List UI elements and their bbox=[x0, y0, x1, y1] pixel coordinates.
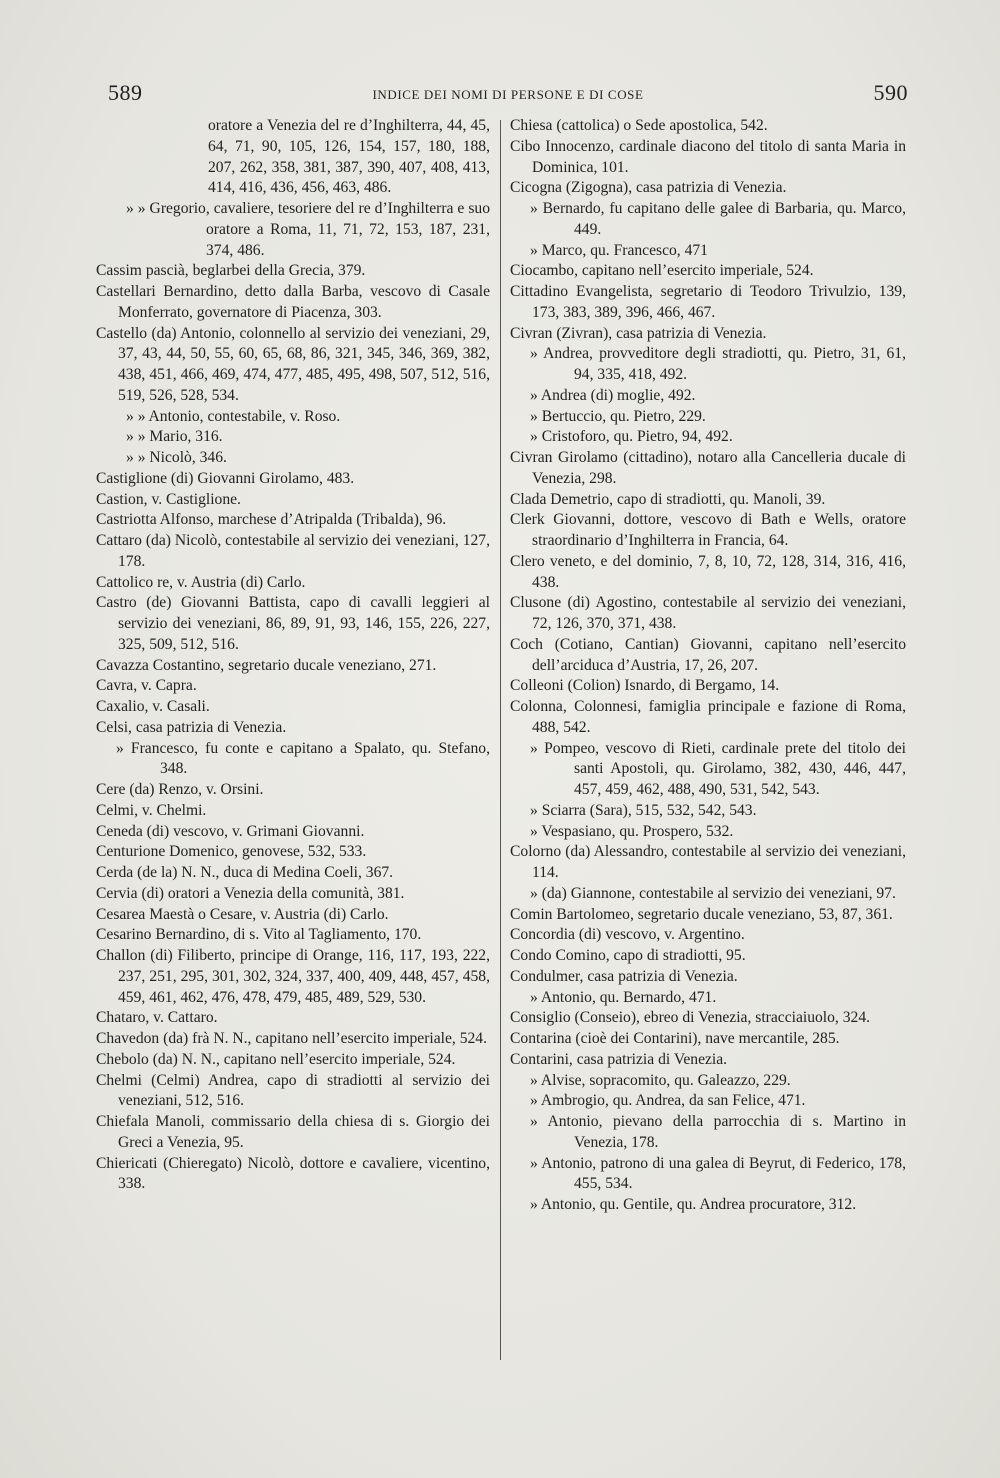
index-entry: Chiesa (cattolica) o Sede apostolica, 542. bbox=[510, 117, 768, 134]
index-entry: » Pompeo, vescovo di Rieti, cardinale prete del titolo dei santi Apostoli, qu. Girolamo, 382, 430, 446, 447, 457, 459, 462, 488, 490, 531, 542, 543. bbox=[530, 739, 906, 798]
index-entry: Cerda (de la) N. N., duca di Medina Coeli, 367. bbox=[96, 864, 394, 881]
index-entry: Ceneda (di) vescovo, v. Grimani Giovanni. bbox=[96, 822, 365, 840]
page-header bbox=[108, 80, 908, 110]
right-column bbox=[510, 116, 906, 1216]
index-entry: Cattaro (da) Nicolò, contestabile al servizio dei veneziani, 127, 178. bbox=[96, 532, 490, 570]
index-entry: Cassim pascià, beglarbei della Grecia, 379. bbox=[96, 262, 366, 280]
index-entry: Coch (Cotiano, Cantian) Giovanni, capitano nell’esercito dell’arciduca d’Austria, 17, 26, 207. bbox=[510, 635, 906, 674]
index-entry: » Antonio, pievano della parrocchia di s. Martino in Venezia, 178. bbox=[530, 1113, 906, 1151]
index-entry: Civran (Zivran), casa patrizia di Venezia. bbox=[510, 324, 767, 342]
index-entry: Ciocambo, capitano nell’esercito imperiale, 524. bbox=[510, 262, 814, 280]
index-entry: » Antonio, patrono di una galea di Beyrut, di Federico, 178, 455, 534. bbox=[530, 1154, 906, 1193]
index-entry: » Marco, qu. Francesco, 471 bbox=[530, 241, 708, 259]
right-page-number: 590 bbox=[873, 80, 908, 105]
index-entry: Comin Bartolomeo, segretario ducale veneziano, 53, 87, 361. bbox=[510, 905, 893, 923]
index-entry: Chebolo (da) N. N., capitano nell’esercito imperiale, 524. bbox=[96, 1050, 456, 1068]
index-entry: Chiefala Manoli, commissario della chiesa di s. Giorgio dei Greci a Venezia, 95. bbox=[96, 1113, 490, 1151]
index-entry: Cervia (di) oratori a Venezia della comunità, 381. bbox=[96, 884, 405, 902]
index-entry: Clada Demetrio, capo di stradiotti, qu. Manoli, 39. bbox=[510, 490, 826, 508]
index-entry: Caxalio, v. Casali. bbox=[96, 698, 210, 715]
index-entry: Chiericati (Chieregato) Nicolò, dottore e cavaliere, vicentino, 338. bbox=[96, 1154, 490, 1193]
index-entry: » (da) Giannone, contestabile al servizio dei veneziani, 97. bbox=[530, 884, 896, 902]
index-entry: Cavra, v. Capra. bbox=[96, 677, 197, 695]
index-entry: » Bertuccio, qu. Pietro, 229. bbox=[530, 407, 706, 425]
index-entry: » » Gregorio, cavaliere, tesoriere del re d’Inghilterra e suo oratore a Roma, 11, 71, 72, 153, 187, 231, 374, 486. bbox=[126, 200, 490, 259]
index-entry: Clerk Giovanni, dottore, vescovo di Bath e Wells, oratore straordinario d’Inghilterra in Francia, 64. bbox=[510, 511, 906, 549]
index-entry: » Antonio, qu. Bernardo, 471. bbox=[530, 988, 717, 1006]
index-entry: Colonna, Colonnesi, famiglia principale e fazione di Roma, 488, 542. bbox=[510, 698, 906, 736]
index-entry: Chataro, v. Cattaro. bbox=[96, 1009, 218, 1027]
index-entry: » Antonio, qu. Gentile, qu. Andrea procuratore, 312. bbox=[530, 1196, 857, 1213]
index-entry: Concordia (di) vescovo, v. Argentino. bbox=[510, 926, 745, 944]
index-entry: Castello (da) Antonio, colonnello al servizio dei veneziani, 29, 37, 43, 44, 50, 55, 60, 65, 68, 86, 321, 345, 346, 369, 382, 438, 451, 466, 469, 474, 477, 485, 495, 498, 507, 512, 516, 519, 526, 528, 534. bbox=[96, 324, 490, 404]
index-entry: Cittadino Evangelista, segretario di Teodoro Trivulzio, 139, 173, 383, 389, 396, 466, 467. bbox=[510, 283, 906, 321]
index-entry: oratore a Venezia del re d’Inghilterra, 44, 45, 64, 71, 90, 105, 126, 154, 157, 180, 188, 207, 262, 358, 381, 387, 390, 407, 408, 413, 414, 416, 436, 456, 463, 486. bbox=[208, 117, 490, 197]
index-entry: » Vespasiano, qu. Prospero, 532. bbox=[530, 822, 734, 840]
index-entry: Castiglione (di) Giovanni Girolamo, 483. bbox=[96, 469, 355, 487]
index-entry: » Andrea, provveditore degli stradiotti, qu. Pietro, 31, 61, 94, 335, 418, 492. bbox=[530, 345, 906, 383]
index-entry: Cesarino Bernardino, di s. Vito al Tagliamento, 170. bbox=[96, 926, 422, 944]
index-entry: Castriotta Alfonso, marchese d’Atripalda (Tribalda), 96. bbox=[96, 511, 447, 529]
index-entry: Castellari Bernardino, detto dalla Barba, vescovo di Casale Monferrato, governatore di Piacenza, 303. bbox=[96, 283, 490, 321]
left-column bbox=[96, 116, 490, 1195]
index-entry: » Cristoforo, qu. Pietro, 94, 492. bbox=[530, 428, 733, 446]
index-entry: Contarini, casa patrizia di Venezia. bbox=[510, 1050, 728, 1068]
running-title: INDICE DEI NOMI DI PERSONE E DI COSE bbox=[372, 87, 644, 102]
index-entry: Colorno (da) Alessandro, contestabile al servizio dei veneziani, 114. bbox=[510, 843, 906, 881]
index-entry: Condo Comino, capo di stradiotti, 95. bbox=[510, 947, 746, 964]
index-entry: Cesarea Maestà o Cesare, v. Austria (di) Carlo. bbox=[96, 905, 389, 923]
index-entry: Condulmer, casa patrizia di Venezia. bbox=[510, 967, 738, 985]
index-entry: Chavedon (da) frà N. N., capitano nell’esercito imperiale, 524. bbox=[96, 1030, 487, 1047]
column-divider bbox=[500, 120, 501, 1360]
index-entry: Centurione Domenico, genovese, 532, 533. bbox=[96, 843, 367, 861]
left-page-number: 589 bbox=[108, 80, 143, 105]
index-entry: » » Nicolò, 346. bbox=[126, 449, 227, 466]
index-entry: Chelmi (Celmi) Andrea, capo di stradiotti al servizio dei veneziani, 512, 516. bbox=[96, 1071, 490, 1110]
index-entry: Clusone (di) Agostino, contestabile al servizio dei veneziani, 72, 126, 370, 371, 438. bbox=[510, 594, 906, 632]
index-entry: Cibo Innocenzo, cardinale diacono del titolo di santa Maria in Dominica, 101. bbox=[510, 137, 906, 176]
index-entry: Challon (di) Filiberto, principe di Orange, 116, 117, 193, 222, 237, 251, 295, 301, 302, 324, 337, 400, 409, 448, 457, 458, 459, 461, 462, 476, 478, 479, 485, 489, 529, 530. bbox=[96, 947, 490, 1006]
index-entry: Celmi, v. Chelmi. bbox=[96, 801, 207, 819]
index-entry: Consiglio (Conseio), ebreo di Venezia, stracciaiuolo, 324. bbox=[510, 1009, 871, 1027]
index-entry: Castro (de) Giovanni Battista, capo di cavalli leggieri al servizio dei veneziani, 86, 89, 91, 93, 146, 155, 226, 227, 325, 509, 512, 516. bbox=[96, 594, 490, 653]
index-entry: » Alvise, sopracomito, qu. Galeazzo, 229. bbox=[530, 1071, 791, 1089]
index-entry: Contarina (cioè dei Contarini), nave mercantile, 285. bbox=[510, 1030, 840, 1047]
index-entry: Cattolico re, v. Austria (di) Carlo. bbox=[96, 573, 306, 591]
index-entry: » Francesco, fu conte e capitano a Spalato, qu. Stefano, 348. bbox=[116, 739, 490, 778]
index-entry: Colleoni (Colion) Isnardo, di Bergamo, 14. bbox=[510, 677, 780, 695]
index-entry: Celsi, casa patrizia di Venezia. bbox=[96, 718, 287, 736]
index-entry: Cere (da) Renzo, v. Orsini. bbox=[96, 781, 264, 798]
index-entry: » Andrea (di) moglie, 492. bbox=[530, 386, 696, 404]
index-entry: Clero veneto, e del dominio, 7, 8, 10, 72, 128, 314, 316, 416, 438. bbox=[510, 552, 906, 591]
index-entry: » Sciarra (Sara), 515, 532, 542, 543. bbox=[530, 801, 757, 819]
index-entry: Civran Girolamo (cittadino), notaro alla Cancelleria ducale di Venezia, 298. bbox=[510, 449, 906, 487]
index-entry: Cavazza Costantino, segretario ducale veneziano, 271. bbox=[96, 656, 437, 674]
index-entry: Castion, v. Castiglione. bbox=[96, 490, 241, 508]
index-entry: » » Mario, 316. bbox=[126, 428, 223, 446]
index-entry: » Bernardo, fu capitano delle galee di Barbaria, qu. Marco, 449. bbox=[530, 200, 906, 238]
index-entry: » Ambrogio, qu. Andrea, da san Felice, 471. bbox=[530, 1092, 806, 1110]
index-entry: Cicogna (Zigogna), casa patrizia di Venezia. bbox=[510, 179, 787, 197]
index-entry: » » Antonio, contestabile, v. Roso. bbox=[126, 407, 341, 425]
